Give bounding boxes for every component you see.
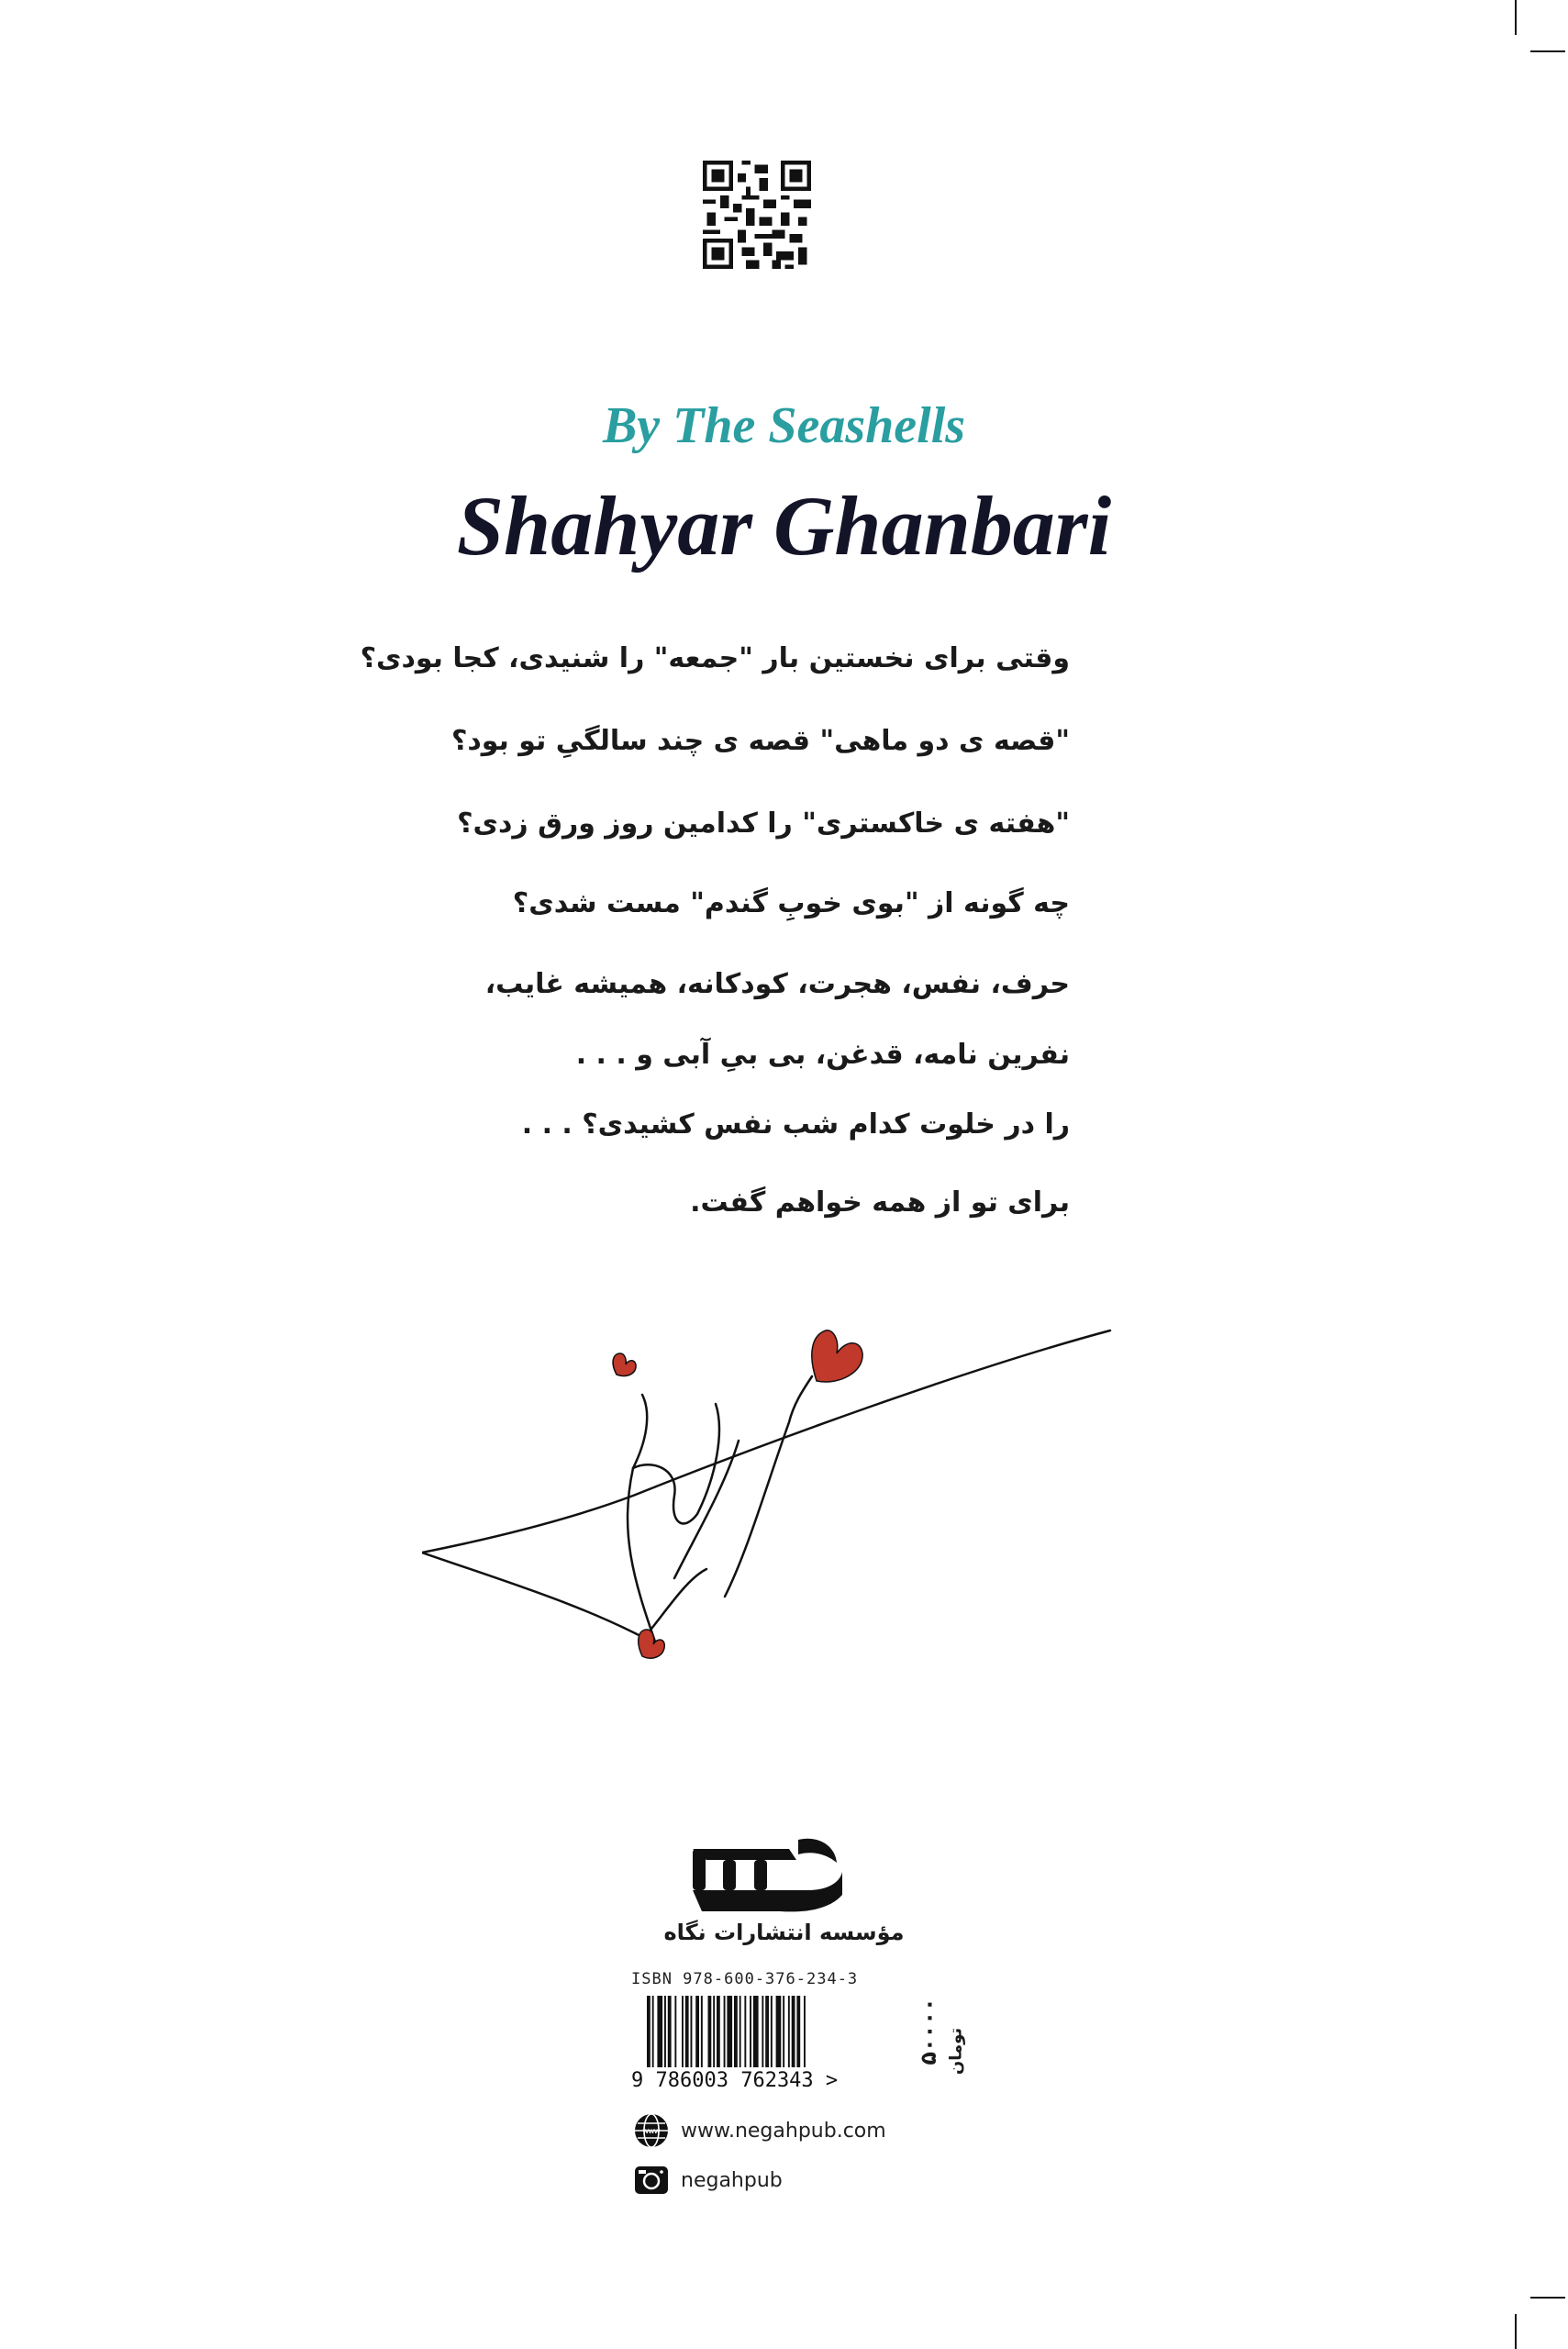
barcode-bar bbox=[734, 1996, 738, 2067]
barcode-bar bbox=[682, 1996, 684, 2067]
barcode-bar bbox=[652, 1996, 654, 2067]
barcode-bar bbox=[796, 1996, 800, 2067]
website-row[interactable] bbox=[633, 2112, 886, 2149]
barcode-bar bbox=[792, 1996, 795, 2067]
barcode-bar bbox=[765, 1996, 769, 2067]
english-subtitle: By The Seashells bbox=[602, 397, 966, 454]
globe-icon bbox=[633, 2112, 670, 2149]
barcode-bar bbox=[750, 1996, 751, 2067]
barcode-bar bbox=[708, 1996, 712, 2067]
poem-line-3: "هفته ی خاکستری" را کدامین روز ورق زدی؟ bbox=[457, 807, 1070, 840]
isbn-text: ISBN 978-600-376-234-3 bbox=[631, 1970, 859, 1988]
crop-mark-bottom bbox=[1515, 2314, 1517, 2349]
publisher-name: مؤسسه انتشارات نگاه bbox=[663, 1920, 905, 1945]
barcode-bar bbox=[685, 1996, 689, 2067]
barcode-number: 9 786003 762343 > bbox=[631, 2069, 839, 2092]
instagram-handle[interactable]: negahpub bbox=[681, 2168, 783, 2192]
price-block bbox=[910, 1982, 966, 2110]
poem-line-4: چه گونه از "بوی خوبِ گندم" مست شدی؟ bbox=[512, 887, 1070, 919]
crop-mark-top bbox=[1515, 0, 1517, 35]
barcode-bar bbox=[647, 1996, 651, 2067]
poem-line-8: برای تو از همه خواهم گفت. bbox=[690, 1186, 1070, 1219]
barcode-bar bbox=[724, 1996, 726, 2067]
author-signature bbox=[422, 1303, 1119, 1707]
barcode-bar bbox=[691, 1996, 693, 2067]
barcode-bar bbox=[753, 1996, 759, 2067]
isbn-barcode bbox=[647, 1996, 876, 2067]
barcode-bar bbox=[783, 1996, 784, 2067]
barcode-bar bbox=[717, 1996, 720, 2067]
crop-mark-top-right bbox=[1530, 50, 1565, 52]
barcode-bar bbox=[762, 1996, 763, 2067]
svg-text:www: www bbox=[642, 2127, 661, 2135]
website-link[interactable]: www.negahpub.com bbox=[681, 2119, 886, 2143]
barcode-bar bbox=[713, 1996, 715, 2067]
instagram-row[interactable] bbox=[633, 2162, 783, 2199]
poem-line-2: "قصه ی دو ماهی" قصه ی چند سالگیِ تو بود؟ bbox=[450, 725, 1070, 757]
barcode-bar bbox=[695, 1996, 699, 2067]
barcode-bar bbox=[668, 1996, 672, 2067]
instagram-icon bbox=[633, 2162, 670, 2199]
barcode-bar bbox=[664, 1996, 666, 2067]
barcode-bar bbox=[744, 1996, 746, 2067]
poem-line-1: وقتی برای نخستین بار "جمعه" را شنیدی، کجا بودی؟ bbox=[360, 642, 1070, 674]
poem-line-5: حرف، نفس، هجرت، کودکانه، همیشه غایب، bbox=[484, 968, 1070, 1000]
qr-code-icon bbox=[703, 161, 811, 269]
barcode-bar bbox=[740, 1996, 741, 2067]
barcode-bar bbox=[674, 1996, 676, 2067]
price-currency: تومان bbox=[946, 2027, 966, 2076]
crop-mark-bottom-right bbox=[1530, 2297, 1565, 2299]
english-author: Shahyar Ghanbari bbox=[456, 479, 1112, 573]
barcode-bar bbox=[771, 1996, 773, 2067]
poem-line-7: را در خلوت کدام شب نفس کشیدی؟ . . . bbox=[521, 1108, 1070, 1141]
barcode-bar bbox=[657, 1996, 662, 2067]
barcode-bar bbox=[804, 1996, 806, 2067]
barcode-bar bbox=[776, 1996, 782, 2067]
price-amount: ۵۰۰۰۰ bbox=[916, 1998, 941, 2065]
poem-line-6: نفرین نامه، قدغن، بی بیِ آبی و . . . bbox=[575, 1039, 1070, 1071]
barcode-bar bbox=[788, 1996, 790, 2067]
barcode-bar bbox=[701, 1996, 703, 2067]
publisher-logo bbox=[679, 1821, 844, 1922]
barcode-bar bbox=[727, 1996, 732, 2067]
